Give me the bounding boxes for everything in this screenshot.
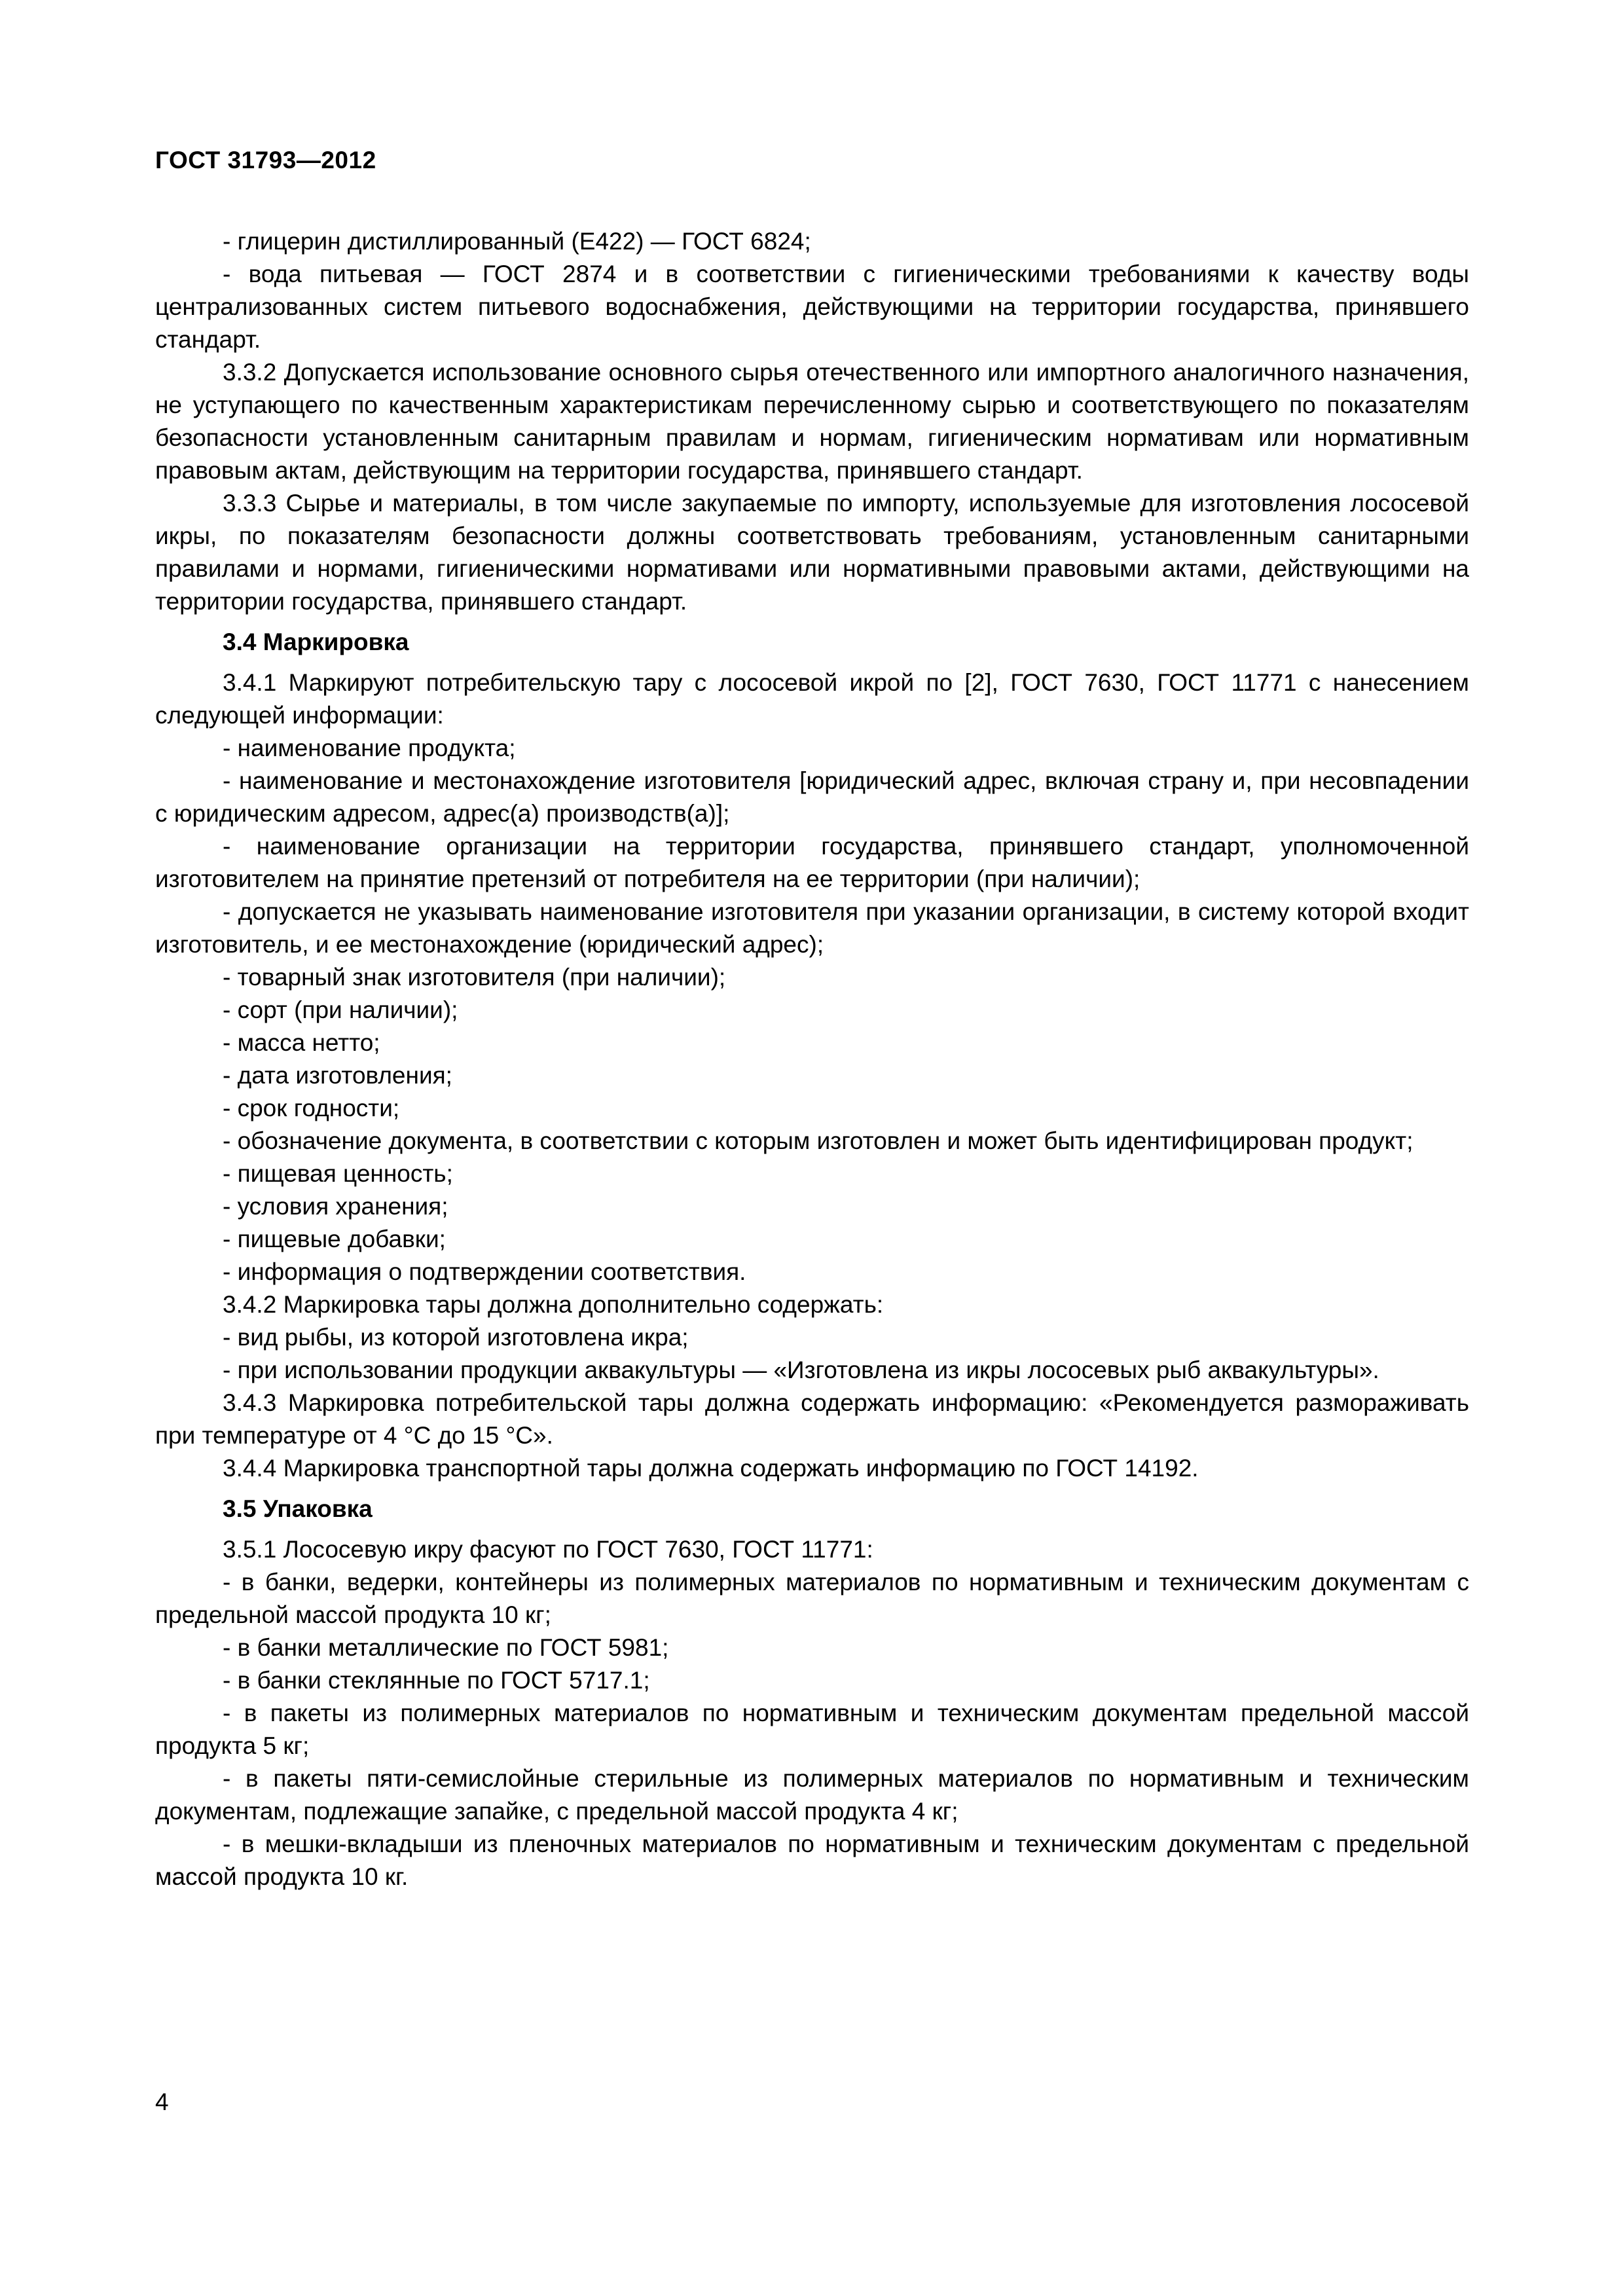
page-number: 4 [155,2088,169,2115]
clause-3-3-2: 3.3.2 Допускается использование основного сырья отечественного или импортного аналогичного назначения, не уступающего по качественным характеристикам перечисленному сырью и соответствующего по показателям безопасности установленным санитарным правилам и нормам, гигиеническим нормативам или нормативным правовым актам, действующим на территории государства, принявшего стандарт. [155,359,1469,484]
list-item: - пищевые добавки; [223,1226,446,1252]
document-code-header: ГОСТ 31793—2012 [155,147,376,173]
list-item: - допускается не указывать наименование изготовителя при указании организации, в систему которой входит изготовитель, и ее местонахождение (юридический адрес); [155,898,1469,958]
list-item: - информация о подтверждении соответствия. [223,1258,746,1285]
clause-3-5-1: 3.5.1 Лососевую икру фасуют по ГОСТ 7630, ГОСТ 11771: [223,1536,873,1563]
clause-3-4-3: 3.4.3 Маркировка потребительской тары должна содержать информацию: «Рекомендуется размораживать при температуре от 4 °С до 15 °С». [155,1389,1469,1449]
list-item: - наименование и местонахождение изготовителя [юридический адрес, включая страну и, при несовпадении с юридическим адресом, адрес(а) производств(а)]; [155,767,1469,827]
list-item-drinking-water: - вода питьевая — ГОСТ 2874 и в соответствии с гигиеническими требованиями к качеству воды централизованных систем питьевого водоснабжения, действующими на территории государства, принявшего стандарт. [155,261,1469,353]
list-item: - в банки, ведерки, контейнеры из полимерных материалов по нормативным и техническим документам с предельной массой продукта 10 кг; [155,1569,1469,1628]
list-item-glycerin: - глицерин дистиллированный (Е422) — ГОСТ 6824; [223,228,811,255]
list-item: - наименование продукта; [223,735,516,761]
list-item: - масса нетто; [223,1029,380,1056]
clause-3-4-2: 3.4.2 Маркировка тары должна дополнительно содержать: [223,1291,884,1318]
list-item: - пищевая ценность; [223,1160,453,1187]
list-item: - обозначение документа, в соответствии с которым изготовлен и может быть идентифицирован продукт; [223,1127,1413,1154]
list-item: - в пакеты из полимерных материалов по нормативным и техническим документам предельной массой продукта 5 кг; [155,1700,1469,1759]
clause-3-3-3: 3.3.3 Сырье и материалы, в том числе закупаемые по импорту, используемые для изготовления лососевой икры, по показателям безопасности должны соответствовать требованиям, установленным санитарными правилами и нормами, гигиеническими нормативами или нормативными правовыми актами, действующими на территории государства, принявшего стандарт. [155,490,1469,615]
clause-3-4-4: 3.4.4 Маркировка транспортной тары должна содержать информацию по ГОСТ 14192. [223,1455,1199,1482]
list-item: - в пакеты пяти-семислойные стерильные из полимерных материалов по нормативным и техническим документам, подлежащие запайке, с предельной массой продукта 4 кг; [155,1765,1469,1825]
list-item: - в банки стеклянные по ГОСТ 5717.1; [223,1667,650,1694]
list-item: - вид рыбы, из которой изготовлена икра; [223,1324,689,1351]
section-heading-marking: 3.4 Маркировка [223,629,409,655]
list-item: - сорт (при наличии); [223,996,458,1023]
list-item: - при использовании продукции аквакультуры — «Изготовлена из икры лососевых рыб аквакультуры». [223,1357,1379,1383]
list-item: - условия хранения; [223,1193,448,1220]
list-item: - дата изготовления; [223,1062,452,1089]
list-item: - в мешки-вкладыши из пленочных материалов по нормативным и техническим документам с предельной массой продукта 10 кг. [155,1831,1469,1890]
list-item: - срок годности; [223,1095,400,1121]
list-item: - в банки металлические по ГОСТ 5981; [223,1634,669,1661]
document-body [155,225,1469,1893]
list-item: - наименование организации на территории государства, принявшего стандарт, уполномоченной изготовителем на принятие претензий от потребителя на ее территории (при наличии); [155,833,1469,892]
list-item: - товарный знак изготовителя (при наличии); [223,964,726,991]
clause-3-4-1: 3.4.1 Маркируют потребительскую тару с лососевой икрой по [2], ГОСТ 7630, ГОСТ 11771 с нанесением следующей информации: [155,669,1469,729]
section-heading-packaging: 3.5 Упаковка [223,1495,373,1522]
